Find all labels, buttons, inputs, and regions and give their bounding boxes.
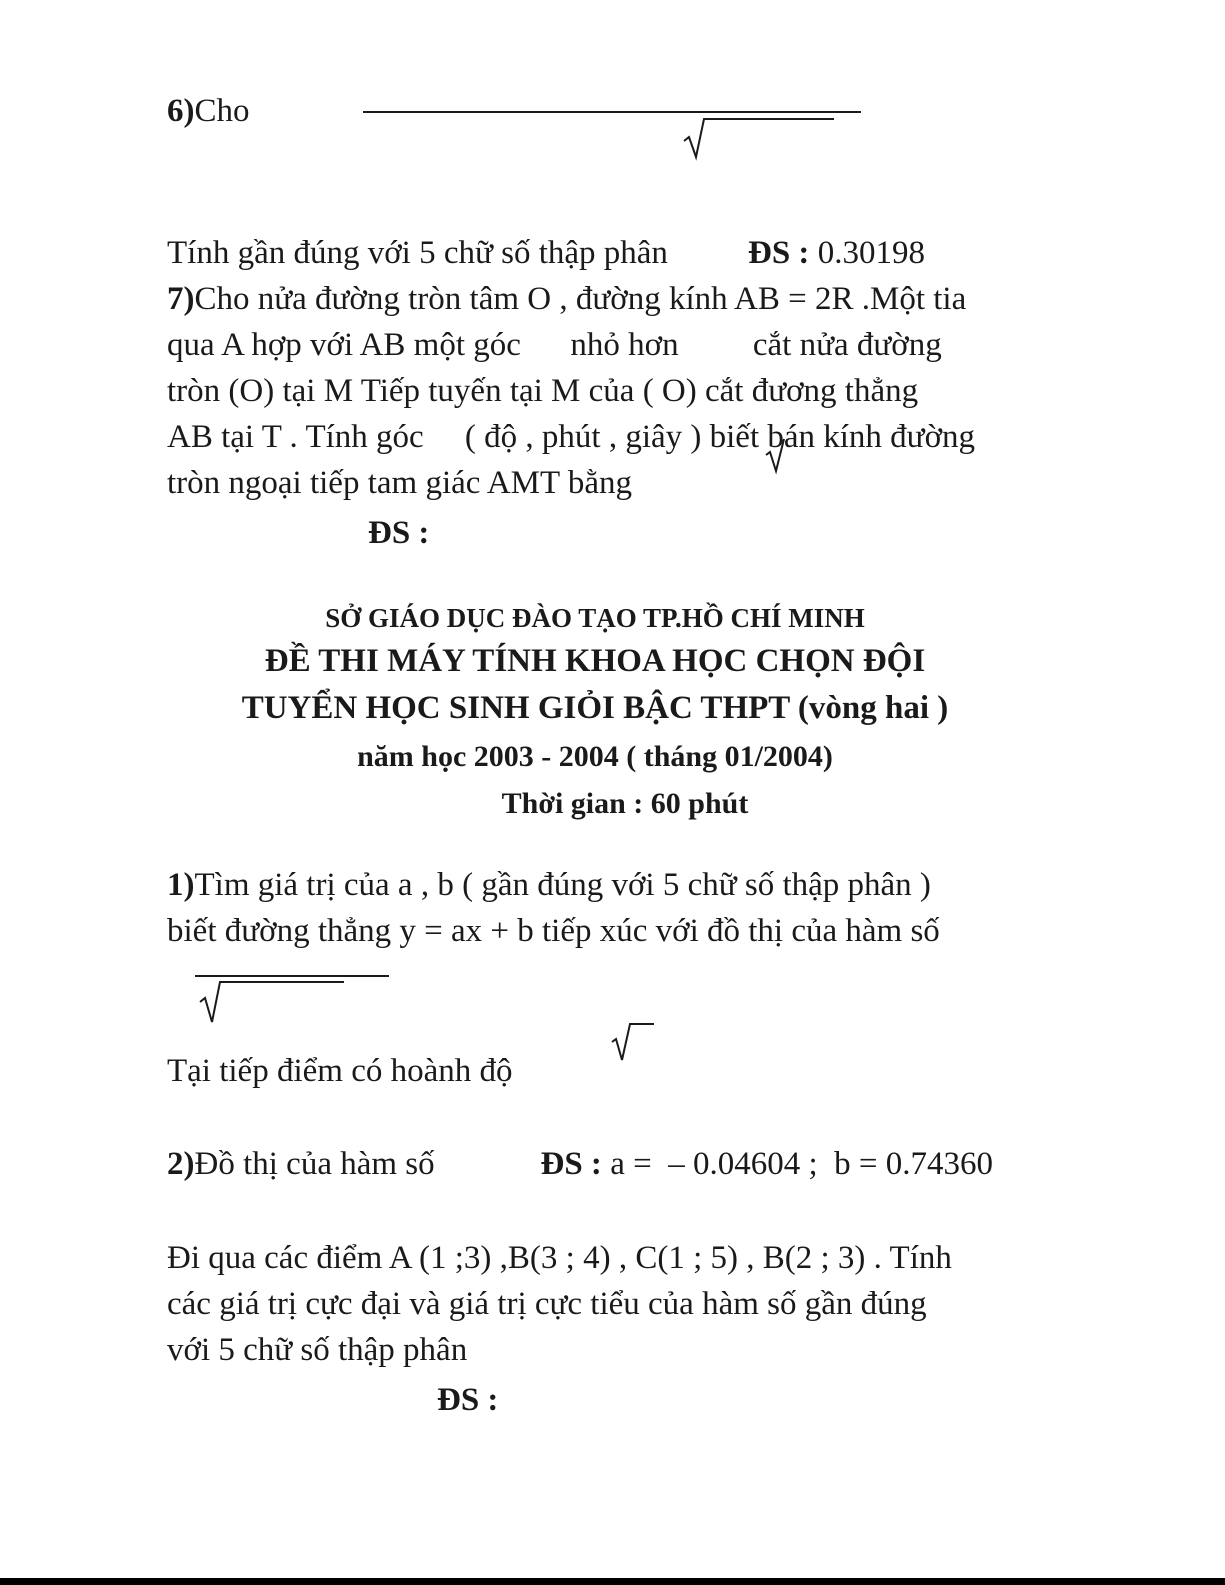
problem-7-line-5: tròn ngoại tiếp tam giác AMT bằng xyxy=(167,465,632,501)
problem-7-line-4: AB tại T . Tính góc ( độ , phút , giây ) biết bán kính đường xyxy=(167,419,976,455)
sqrt-symbol xyxy=(198,978,358,1028)
problem-6-cho: Cho xyxy=(194,93,250,129)
problem-7-ds-label: ĐS : xyxy=(368,515,430,551)
fraction-bar xyxy=(363,111,861,113)
question-1-number: 1) xyxy=(167,867,195,903)
question-2-line-4: với 5 chữ số thập phân xyxy=(167,1332,468,1368)
question-2-line-1 xyxy=(167,1141,435,1187)
problem-6-number: 6) xyxy=(167,93,195,129)
sqrt-symbol xyxy=(764,437,794,477)
problem-7-line-1 xyxy=(167,276,966,322)
exam-title-line-2: TUYỂN HỌC SINH GIỎI BẬC THPT (vòng hai ) xyxy=(241,690,949,726)
school-year: năm học 2003 - 2004 ( tháng 01/2004) xyxy=(357,740,833,773)
question-1-line-2: biết đường thẳng y = ax + b tiếp xúc với đồ thị của hàm số xyxy=(167,913,940,949)
fraction-bar xyxy=(195,975,389,977)
problem-6-question: Tính gần đúng với 5 chữ số thập phân xyxy=(167,235,668,271)
question-1-ds-label: ĐS : xyxy=(540,1146,602,1182)
problem-6-answer xyxy=(748,230,925,276)
problem-6-heading xyxy=(167,88,250,134)
sqrt-symbol xyxy=(610,1022,660,1062)
problem-7-number: 7) xyxy=(167,281,195,317)
question-1-answer xyxy=(524,1095,993,1187)
question-2-line-2: Đi qua các điểm A (1 ;3) ,B(3 ; 4) , C(1 ; 5) , B(2 ; 3) . Tính xyxy=(167,1240,952,1276)
page-bottom-border xyxy=(0,1578,1225,1585)
exam-time: Thời gian : 60 phút xyxy=(501,787,749,820)
question-2-ds-label: ĐS : xyxy=(437,1382,499,1418)
problem-7-text-1: Cho nửa đường tròn tâm O , đường kính AB = 2R .Một tia xyxy=(194,281,967,317)
problem-6-ds-value: 0.30198 xyxy=(817,235,925,271)
sqrt-symbol xyxy=(682,115,842,165)
problem-6-ds-label: ĐS : xyxy=(748,235,810,271)
question-1-line-3: Tại tiếp điểm có hoành độ xyxy=(167,1053,513,1089)
question-2-number: 2) xyxy=(167,1146,195,1182)
question-1-line-1 xyxy=(167,862,931,908)
problem-7-line-3: tròn (O) tại M Tiếp tuyến tại M của ( O) cắt đương thẳng xyxy=(167,373,919,409)
question-2-text-1: Đồ thị của hàm số xyxy=(194,1146,435,1182)
problem-7-line-2: qua A hợp với AB một góc nhỏ hơn cắt nửa đường xyxy=(167,327,942,363)
exam-title-line-1: ĐỀ THI MÁY TÍNH KHOA HỌC CHỌN ĐỘI xyxy=(264,643,926,679)
department-heading: SỞ GIÁO DỤC ĐÀO TẠO TP.HỒ CHÍ MINH xyxy=(325,603,865,633)
question-2-line-3: các giá trị cực đại và giá trị cực tiểu của hàm số gần đúng xyxy=(167,1286,927,1322)
question-1-text-1: Tìm giá trị của a , b ( gần đúng với 5 chữ số thập phân ) xyxy=(194,867,931,903)
question-1-ds-value: a = – 0.04604 ; b = 0.74360 xyxy=(601,1146,993,1182)
